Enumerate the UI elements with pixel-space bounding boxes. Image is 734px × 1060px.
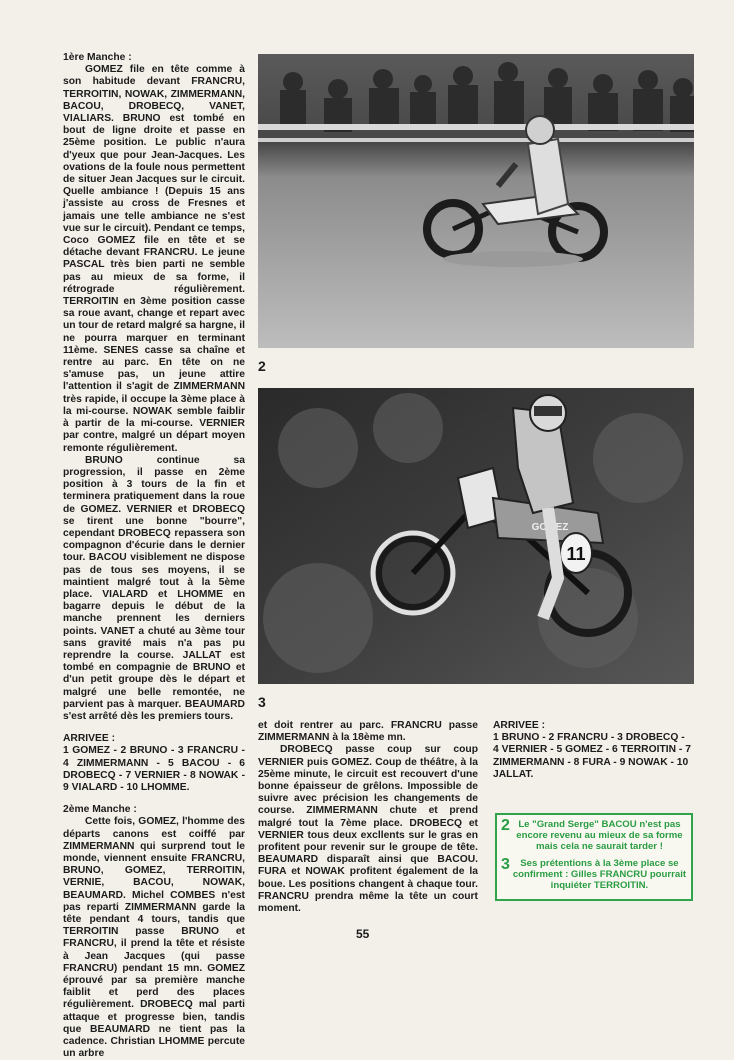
photo-number-3: 3 (258, 694, 266, 710)
manche1-heading: 1ère Manche : (63, 52, 132, 63)
caption-3-text: Ses prétentions à la 3ème place se confirment : Gilles FRANCRU pourrait inquiéter TERROITIN. (512, 858, 687, 891)
middle-paragraph-2: DROBECQ passe coup sur coup VERNIER puis GOMEZ. Coup de théâtre, à la 25ème minute, le circuit est recouvert d'une bonne épaisseur de grêlons. Impossible de suivre avec précision les changements de course. ZIMMERMANN chute et prend malgré tout la 7ème place. DROBECQ et VERNIER tous deux excllents sur le gras en profitent pour revenir sur le groupe de tête. BEAUMARD disparaît ainsi que BACOU. FURA et NOWAK profitent également de la boue. Les positions changent à chaque tour. FRANCRU prendra même la tête un court moment. (258, 744, 478, 915)
caption-3-number: 3 (501, 856, 510, 873)
caption-3 (501, 858, 687, 891)
middle-column (258, 720, 478, 915)
caption-2-number: 2 (501, 817, 510, 834)
arrivee1-results: 1 GOMEZ - 2 BRUNO - 3 FRANCRU - 4 ZIMMERMANN - 5 BACOU - 6 DROBECQ - 7 VERNIER - 8 NOWAK - 9 VIALARD - 10 LHOMME. (63, 745, 245, 793)
manche2-paragraph-1: Cette fois, GOMEZ, l'homme des départs canons est coiffé par ZIMMERMANN qui surprend tout le monde, viennent ensuite FRANCRU, BRUNO, GOMEZ, TERROITIN, VERNIE, BACOU, NOWAK, BEAUMARD. Michel COMBES n'est pas reparti ZIMMERMANN garde la tête pendant 4 tours, tandis que TERROITIN passe BRUNO et FRANCRU, il prend la tête et résiste à Jean Jacques (qui passe FRANCRU) pendant 15 mn. GOMEZ éprouvé par sa première manche faiblit et perd des places régulièrement. DROBECQ mal parti attaque et progresse bien, tandis que BEAUMARD ne tient pas la cadence. Christian LHOMME percute un arbre (63, 816, 245, 1060)
photo-rider-crowd (258, 54, 694, 348)
right-column (493, 720, 693, 781)
photo-rider-jump-image (258, 388, 694, 684)
photo-rider-crowd-image (258, 54, 694, 348)
arrivee1-heading: ARRIVEE : (63, 733, 116, 745)
bike-plate: 11 (566, 544, 586, 564)
caption-2-text: Le "Grand Serge" BACOU n'est pas encore revenu au mieux de sa forme mais cela ne saurait tarder ! (516, 819, 683, 852)
manche1-paragraph-1: GOMEZ file en tête comme à son habitude devant FRANCRU, TERROITIN, NOWAK, ZIMMERMANN, BACOU, DROBECQ, VANET, VIALIARS. BRUNO est tombé en bout de ligne droite et passe en 25ème position. Le public n'aura d'yeux que pour Jean-Jacques. Les ovations de la foule nous permettent de situer Jean Jacques sur le circuit. Quelle ambiance ! (Depuis 15 ans j'assiste au cross de Fresnes et jamais une telle ambiance ne s'est vue sur le circuit). Pendant ce temps, Coco GOMEZ file en tête et se détache devant FRANCRU. Le jeune PASCAL très bien parti ne semble pas au mieux de sa forme, il rétrograde régulièrement. TERROITIN en 3ème position casse sa roue avant, change et repart avec un tour de retard malgré sa hargne, il ne pourra marquer en terminant 11ème. SENES casse sa chaîne et rentre au parc. En tête on ne s'amuse pas, un jeune attire l'attention il s'agit de ZIMMERMANN très rapide, il occupe la 3ème place à la mi-course. NOWAK semble faiblir à partir de la mi-course. VERNIER par contre, malgré un départ moyen remonte régulièrement. (63, 64, 245, 454)
manche1-paragraph-2: BRUNO continue sa progression, il passe en 2ème position à 3 tours de la fin et terminera pratiquement dans la roue de GOMEZ. VERNIER et DROBECQ se tirent une bonne "bourre", cependant DROBECQ repassera son compagnon d'écurie dans le dernier tour. BACOU visiblement ne dispose pas de tous ses moyens, il se maintient malgré tout à la 5ème place. VIALARD et LHOMME en bagarre depuis le début de la manche prennent les derniers points. VANET a chuté au 3ème tour sans gravité mais n'a pas pu reprendre la course. JALLAT est tombé en compagnie de BRUNO et d'un petit groupe dès le départ et malgré une belle remontée, ne parvient pas à marquer. BEAUMARD s'est arrêté dès les premiers tours. (63, 454, 245, 722)
manche2-heading: 2ème Manche : (63, 804, 137, 816)
jersey-text: GOMEZ (531, 522, 569, 533)
caption-2 (501, 819, 687, 852)
photo-rider-jump (258, 388, 694, 684)
photo-number-2: 2 (258, 358, 266, 374)
arrivee2-heading: ARRIVEE : (493, 720, 546, 731)
arrivee2-results: 1 BRUNO - 2 FRANCRU - 3 DROBECQ - 4 VERNIER - 5 GOMEZ - 6 TERROITIN - 7 ZIMMERMANN - 8 FURA - 9 NOWAK - 10 JALLAT. (493, 732, 691, 780)
middle-paragraph-1: et doit rentrer au parc. FRANCRU passe ZIMMERMANN à la 18ème mn. (258, 720, 478, 744)
caption-box (495, 813, 693, 901)
page-number: 55 (356, 927, 370, 941)
left-column (63, 52, 245, 1060)
